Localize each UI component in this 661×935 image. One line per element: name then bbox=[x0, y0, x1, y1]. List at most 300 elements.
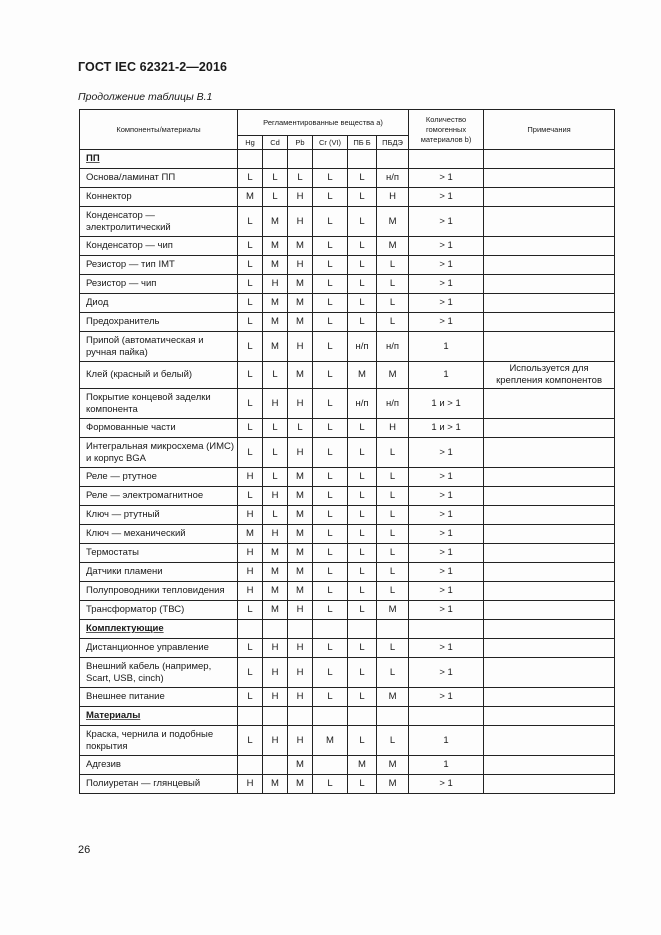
substance-level-cell: L bbox=[377, 294, 409, 313]
substance-level-cell: M bbox=[238, 188, 263, 207]
substance-level-cell: M bbox=[263, 544, 288, 563]
substance-level-cell: H bbox=[263, 688, 288, 707]
substance-level-cell: L bbox=[348, 294, 377, 313]
note-cell bbox=[484, 563, 615, 582]
substance-level-cell bbox=[288, 150, 313, 169]
component-name: Конденсатор — чип bbox=[80, 237, 238, 256]
table-row bbox=[80, 775, 615, 794]
substance-level-cell: L bbox=[313, 544, 348, 563]
header-substance: Pb bbox=[288, 136, 313, 150]
quantity-cell: > 1 bbox=[409, 438, 484, 468]
substance-level-cell: L bbox=[377, 275, 409, 294]
component-name: Краска, чернила и подобные покрытия bbox=[80, 726, 238, 756]
substance-level-cell: L bbox=[377, 563, 409, 582]
substance-level-cell: H bbox=[238, 775, 263, 794]
header-substance: ПБ Б bbox=[348, 136, 377, 150]
substance-level-cell: L bbox=[238, 487, 263, 506]
component-name: Основа/ламинат ПП bbox=[80, 169, 238, 188]
substance-level-cell: H bbox=[288, 601, 313, 620]
table-row bbox=[80, 726, 615, 756]
substance-level-cell: L bbox=[377, 313, 409, 332]
substance-level-cell: L bbox=[348, 188, 377, 207]
substance-level-cell bbox=[348, 150, 377, 169]
section-label: Материалы bbox=[80, 707, 238, 726]
quantity-cell: > 1 bbox=[409, 294, 484, 313]
substance-level-cell: M bbox=[288, 275, 313, 294]
section-label: Комплектующие bbox=[80, 620, 238, 639]
substance-level-cell: L bbox=[313, 389, 348, 419]
component-name: Припой (автоматическая и ручная пайка) bbox=[80, 332, 238, 362]
quantity-cell bbox=[409, 620, 484, 639]
component-name: Ключ — ртутный bbox=[80, 506, 238, 525]
substance-level-cell: L bbox=[377, 256, 409, 275]
component-name: Полиуретан — глянцевый bbox=[80, 775, 238, 794]
substance-level-cell: M bbox=[263, 332, 288, 362]
substance-level-cell bbox=[238, 707, 263, 726]
table-row bbox=[80, 563, 615, 582]
substance-level-cell: L bbox=[377, 658, 409, 688]
quantity-cell: 1 bbox=[409, 332, 484, 362]
component-name: Датчики пламени bbox=[80, 563, 238, 582]
substance-level-cell: L bbox=[377, 525, 409, 544]
substance-level-cell: L bbox=[348, 563, 377, 582]
substance-level-cell: н/п bbox=[377, 389, 409, 419]
table-row bbox=[80, 256, 615, 275]
substance-level-cell bbox=[238, 756, 263, 775]
substance-level-cell: L bbox=[313, 525, 348, 544]
substance-level-cell: L bbox=[238, 688, 263, 707]
substance-level-cell: M bbox=[377, 775, 409, 794]
substance-level-cell: L bbox=[313, 688, 348, 707]
component-name: Предохранитель bbox=[80, 313, 238, 332]
note-cell bbox=[484, 438, 615, 468]
substance-level-cell: L bbox=[348, 207, 377, 237]
quantity-cell: > 1 bbox=[409, 256, 484, 275]
note-cell bbox=[484, 601, 615, 620]
substance-level-cell: L bbox=[313, 601, 348, 620]
substance-level-cell: L bbox=[348, 658, 377, 688]
quantity-cell: > 1 bbox=[409, 601, 484, 620]
substance-level-cell: M bbox=[263, 563, 288, 582]
substance-level-cell: L bbox=[238, 438, 263, 468]
substance-level-cell: L bbox=[348, 582, 377, 601]
substance-level-cell: L bbox=[238, 419, 263, 438]
substance-level-cell: L bbox=[313, 313, 348, 332]
table-body bbox=[80, 150, 615, 794]
substance-level-cell: L bbox=[238, 313, 263, 332]
component-name: Интегральная микросхема (ИМС) и корпус BGA bbox=[80, 438, 238, 468]
substance-level-cell: M bbox=[263, 207, 288, 237]
substance-level-cell: L bbox=[263, 362, 288, 389]
substance-level-cell: L bbox=[313, 188, 348, 207]
note-cell bbox=[484, 294, 615, 313]
table-row bbox=[80, 506, 615, 525]
header-substance: Cr (VI) bbox=[313, 136, 348, 150]
substance-level-cell: H bbox=[288, 256, 313, 275]
note-cell bbox=[484, 620, 615, 639]
quantity-cell: > 1 bbox=[409, 487, 484, 506]
component-name: Дистанционное управление bbox=[80, 639, 238, 658]
substance-level-cell: H bbox=[238, 506, 263, 525]
section-row bbox=[80, 707, 615, 726]
page-number: 26 bbox=[78, 844, 91, 856]
substance-level-cell: M bbox=[288, 313, 313, 332]
note-cell bbox=[484, 188, 615, 207]
table-row bbox=[80, 438, 615, 468]
substance-level-cell: н/п bbox=[377, 169, 409, 188]
quantity-cell: > 1 bbox=[409, 775, 484, 794]
substance-level-cell: M bbox=[263, 775, 288, 794]
substance-level-cell: L bbox=[348, 487, 377, 506]
substance-level-cell: H bbox=[263, 726, 288, 756]
substance-level-cell: L bbox=[348, 419, 377, 438]
component-name: Трансформатор (ТВС) bbox=[80, 601, 238, 620]
table-row bbox=[80, 582, 615, 601]
substance-level-cell bbox=[288, 707, 313, 726]
table-caption: Продолжение таблицы В.1 bbox=[78, 91, 213, 103]
component-name: Реле — ртутное bbox=[80, 468, 238, 487]
substance-level-cell: H bbox=[238, 544, 263, 563]
substance-level-cell: H bbox=[288, 188, 313, 207]
header-substance: ПБДЭ bbox=[377, 136, 409, 150]
quantity-cell: > 1 bbox=[409, 468, 484, 487]
substance-level-cell: L bbox=[348, 438, 377, 468]
substance-level-cell: M bbox=[288, 487, 313, 506]
substance-level-cell: M bbox=[288, 362, 313, 389]
substance-level-cell: L bbox=[238, 658, 263, 688]
substance-level-cell: L bbox=[377, 438, 409, 468]
substance-level-cell: L bbox=[263, 169, 288, 188]
substance-level-cell: L bbox=[238, 389, 263, 419]
substance-level-cell bbox=[377, 620, 409, 639]
table-row bbox=[80, 756, 615, 775]
substance-level-cell: L bbox=[288, 169, 313, 188]
substance-level-cell: L bbox=[263, 419, 288, 438]
table-row bbox=[80, 601, 615, 620]
note-cell bbox=[484, 150, 615, 169]
table-row bbox=[80, 487, 615, 506]
quantity-cell: 1 и > 1 bbox=[409, 419, 484, 438]
substance-level-cell bbox=[238, 620, 263, 639]
note-cell bbox=[484, 237, 615, 256]
substance-level-cell: L bbox=[238, 639, 263, 658]
quantity-cell: > 1 bbox=[409, 506, 484, 525]
component-name: Резистор — тип IMT bbox=[80, 256, 238, 275]
substance-level-cell: M bbox=[377, 756, 409, 775]
substance-level-cell: н/п bbox=[377, 332, 409, 362]
table-row bbox=[80, 419, 615, 438]
substance-level-cell bbox=[377, 707, 409, 726]
substance-level-cell: L bbox=[313, 506, 348, 525]
component-name: Внешний кабель (например, Scart, USB, cinch) bbox=[80, 658, 238, 688]
substance-level-cell: M bbox=[263, 601, 288, 620]
quantity-cell: > 1 bbox=[409, 237, 484, 256]
table-row bbox=[80, 544, 615, 563]
note-cell bbox=[484, 525, 615, 544]
substance-level-cell: H bbox=[263, 389, 288, 419]
substance-level-cell: L bbox=[313, 207, 348, 237]
substance-level-cell: L bbox=[377, 544, 409, 563]
substance-level-cell: L bbox=[238, 207, 263, 237]
table-row bbox=[80, 362, 615, 389]
quantity-cell: 1 bbox=[409, 362, 484, 389]
component-name: Термостаты bbox=[80, 544, 238, 563]
note-cell bbox=[484, 275, 615, 294]
substance-level-cell: L bbox=[238, 169, 263, 188]
component-name: Диод bbox=[80, 294, 238, 313]
table-row bbox=[80, 188, 615, 207]
substance-level-cell: L bbox=[313, 362, 348, 389]
substance-level-cell: H bbox=[263, 275, 288, 294]
quantity-cell bbox=[409, 150, 484, 169]
note-cell bbox=[484, 468, 615, 487]
substance-level-cell: L bbox=[348, 468, 377, 487]
substance-level-cell: M bbox=[348, 362, 377, 389]
header-notes: Примечания bbox=[484, 110, 615, 150]
substance-level-cell: H bbox=[377, 419, 409, 438]
table-row bbox=[80, 237, 615, 256]
component-name: Реле — электромагнитное bbox=[80, 487, 238, 506]
substance-level-cell bbox=[348, 620, 377, 639]
substance-level-cell: L bbox=[313, 332, 348, 362]
substance-level-cell: L bbox=[377, 487, 409, 506]
component-name: Покрытие концевой заделки компонента bbox=[80, 389, 238, 419]
substance-level-cell: M bbox=[263, 582, 288, 601]
substance-level-cell: M bbox=[377, 601, 409, 620]
substance-level-cell: L bbox=[377, 726, 409, 756]
substance-level-cell: L bbox=[348, 506, 377, 525]
note-cell bbox=[484, 707, 615, 726]
substance-level-cell: L bbox=[348, 726, 377, 756]
substance-level-cell: H bbox=[288, 207, 313, 237]
substance-level-cell bbox=[348, 707, 377, 726]
header-quantity: Количество гомогенных материалов b) bbox=[409, 110, 484, 150]
substance-level-cell: L bbox=[313, 256, 348, 275]
substance-level-cell: H bbox=[263, 525, 288, 544]
substance-level-cell: M bbox=[348, 756, 377, 775]
substance-level-cell: L bbox=[377, 639, 409, 658]
quantity-cell: > 1 bbox=[409, 582, 484, 601]
substance-level-cell: L bbox=[238, 237, 263, 256]
substance-level-cell: L bbox=[263, 468, 288, 487]
substance-level-cell: M bbox=[263, 313, 288, 332]
substance-level-cell: M bbox=[288, 775, 313, 794]
section-row bbox=[80, 150, 615, 169]
substance-level-cell: L bbox=[313, 658, 348, 688]
substance-level-cell: L bbox=[238, 601, 263, 620]
substance-level-cell: L bbox=[313, 169, 348, 188]
note-cell bbox=[484, 332, 615, 362]
header-regulated-substances: Регламентированные вещества а) bbox=[238, 110, 409, 136]
table-row bbox=[80, 169, 615, 188]
substance-level-cell: M bbox=[288, 525, 313, 544]
substance-level-cell: L bbox=[313, 775, 348, 794]
substance-level-cell: L bbox=[263, 188, 288, 207]
component-name: Коннектор bbox=[80, 188, 238, 207]
substance-level-cell: L bbox=[238, 362, 263, 389]
note-cell bbox=[484, 313, 615, 332]
header-substance: Cd bbox=[263, 136, 288, 150]
note-cell bbox=[484, 389, 615, 419]
component-name: Конденсатор — электролитический bbox=[80, 207, 238, 237]
substance-level-cell: H bbox=[288, 438, 313, 468]
substance-level-cell bbox=[377, 150, 409, 169]
component-name: Резистор — чип bbox=[80, 275, 238, 294]
note-cell bbox=[484, 756, 615, 775]
table-row bbox=[80, 688, 615, 707]
substance-level-cell: M bbox=[377, 207, 409, 237]
substance-level-cell bbox=[263, 620, 288, 639]
substance-level-cell: M bbox=[288, 468, 313, 487]
substance-level-cell: L bbox=[313, 438, 348, 468]
substance-level-cell: L bbox=[377, 582, 409, 601]
substance-level-cell bbox=[238, 150, 263, 169]
substance-level-cell: H bbox=[263, 658, 288, 688]
quantity-cell: 1 bbox=[409, 726, 484, 756]
substance-level-cell: H bbox=[288, 658, 313, 688]
substance-level-cell: L bbox=[263, 506, 288, 525]
document-title: ГОСТ IEC 62321-2—2016 bbox=[78, 60, 228, 74]
quantity-cell: > 1 bbox=[409, 188, 484, 207]
substance-level-cell: H bbox=[288, 639, 313, 658]
substance-level-cell: M bbox=[263, 237, 288, 256]
substance-level-cell: M bbox=[288, 544, 313, 563]
substance-level-cell: L bbox=[348, 775, 377, 794]
note-cell bbox=[484, 419, 615, 438]
substance-level-cell: M bbox=[288, 506, 313, 525]
substance-level-cell: M bbox=[288, 237, 313, 256]
substance-level-cell: H bbox=[288, 332, 313, 362]
substance-level-cell: L bbox=[313, 639, 348, 658]
substance-level-cell: L bbox=[313, 487, 348, 506]
substance-level-cell: L bbox=[238, 294, 263, 313]
substance-level-cell: L bbox=[263, 438, 288, 468]
substance-level-cell: M bbox=[377, 688, 409, 707]
substance-level-cell: L bbox=[348, 639, 377, 658]
note-cell: Используется для крепления компонентов bbox=[484, 362, 615, 389]
quantity-cell: 1 bbox=[409, 756, 484, 775]
note-cell bbox=[484, 582, 615, 601]
table-row bbox=[80, 639, 615, 658]
section-label: ПП bbox=[80, 150, 238, 169]
substance-level-cell bbox=[313, 756, 348, 775]
table-row bbox=[80, 658, 615, 688]
substance-level-cell: H bbox=[288, 688, 313, 707]
substance-level-cell: M bbox=[377, 237, 409, 256]
substance-level-cell bbox=[263, 150, 288, 169]
component-name: Внешнее питание bbox=[80, 688, 238, 707]
substance-level-cell: L bbox=[313, 419, 348, 438]
substance-level-cell: L bbox=[348, 688, 377, 707]
quantity-cell: > 1 bbox=[409, 169, 484, 188]
substance-level-cell: L bbox=[313, 582, 348, 601]
note-cell bbox=[484, 256, 615, 275]
substance-level-cell bbox=[288, 620, 313, 639]
substance-level-cell: H bbox=[238, 582, 263, 601]
note-cell bbox=[484, 207, 615, 237]
note-cell bbox=[484, 639, 615, 658]
table-row bbox=[80, 468, 615, 487]
component-name: Формованные части bbox=[80, 419, 238, 438]
table-row bbox=[80, 207, 615, 237]
note-cell bbox=[484, 775, 615, 794]
substance-level-cell: L bbox=[238, 256, 263, 275]
note-cell bbox=[484, 658, 615, 688]
substance-level-cell: L bbox=[238, 275, 263, 294]
table-row bbox=[80, 525, 615, 544]
quantity-cell: > 1 bbox=[409, 658, 484, 688]
substance-level-cell: L bbox=[238, 726, 263, 756]
substance-level-cell: M bbox=[288, 756, 313, 775]
substance-level-cell bbox=[313, 150, 348, 169]
substance-level-cell: M bbox=[238, 525, 263, 544]
note-cell bbox=[484, 487, 615, 506]
substance-level-cell: L bbox=[348, 256, 377, 275]
table-row bbox=[80, 294, 615, 313]
section-row bbox=[80, 620, 615, 639]
substance-level-cell: L bbox=[348, 275, 377, 294]
substance-level-cell: M bbox=[288, 563, 313, 582]
table-row bbox=[80, 313, 615, 332]
substance-level-cell: L bbox=[288, 419, 313, 438]
substance-level-cell bbox=[313, 707, 348, 726]
substance-level-cell: M bbox=[263, 256, 288, 275]
note-cell bbox=[484, 544, 615, 563]
header-substance: Hg bbox=[238, 136, 263, 150]
quantity-cell: > 1 bbox=[409, 688, 484, 707]
quantity-cell: > 1 bbox=[409, 563, 484, 582]
substance-level-cell: L bbox=[313, 294, 348, 313]
substance-level-cell: M bbox=[263, 294, 288, 313]
quantity-cell: > 1 bbox=[409, 525, 484, 544]
substance-level-cell: H bbox=[238, 468, 263, 487]
substance-level-cell: н/п bbox=[348, 389, 377, 419]
substance-level-cell: L bbox=[377, 506, 409, 525]
substance-level-cell: L bbox=[238, 332, 263, 362]
note-cell bbox=[484, 169, 615, 188]
table-header bbox=[80, 110, 615, 150]
component-name: Клей (красный и белый) bbox=[80, 362, 238, 389]
quantity-cell: > 1 bbox=[409, 275, 484, 294]
quantity-cell: > 1 bbox=[409, 313, 484, 332]
table-row bbox=[80, 389, 615, 419]
substance-level-cell: L bbox=[348, 544, 377, 563]
substance-level-cell: L bbox=[348, 169, 377, 188]
substance-level-cell: L bbox=[348, 525, 377, 544]
substance-level-cell: H bbox=[288, 389, 313, 419]
substances-table bbox=[79, 109, 615, 794]
quantity-cell: > 1 bbox=[409, 639, 484, 658]
quantity-cell: > 1 bbox=[409, 207, 484, 237]
substance-level-cell: L bbox=[348, 313, 377, 332]
substance-level-cell: H bbox=[288, 726, 313, 756]
component-name: Ключ — механический bbox=[80, 525, 238, 544]
quantity-cell: 1 и > 1 bbox=[409, 389, 484, 419]
substance-level-cell bbox=[263, 707, 288, 726]
note-cell bbox=[484, 726, 615, 756]
table-row bbox=[80, 275, 615, 294]
table-row bbox=[80, 332, 615, 362]
substance-level-cell: L bbox=[313, 275, 348, 294]
component-name: Полупроводники тепловидения bbox=[80, 582, 238, 601]
substance-level-cell: M bbox=[377, 362, 409, 389]
substance-level-cell: L bbox=[313, 237, 348, 256]
substance-level-cell: M bbox=[288, 582, 313, 601]
substance-level-cell: H bbox=[238, 563, 263, 582]
substance-level-cell: M bbox=[313, 726, 348, 756]
note-cell bbox=[484, 506, 615, 525]
substance-level-cell: н/п bbox=[348, 332, 377, 362]
